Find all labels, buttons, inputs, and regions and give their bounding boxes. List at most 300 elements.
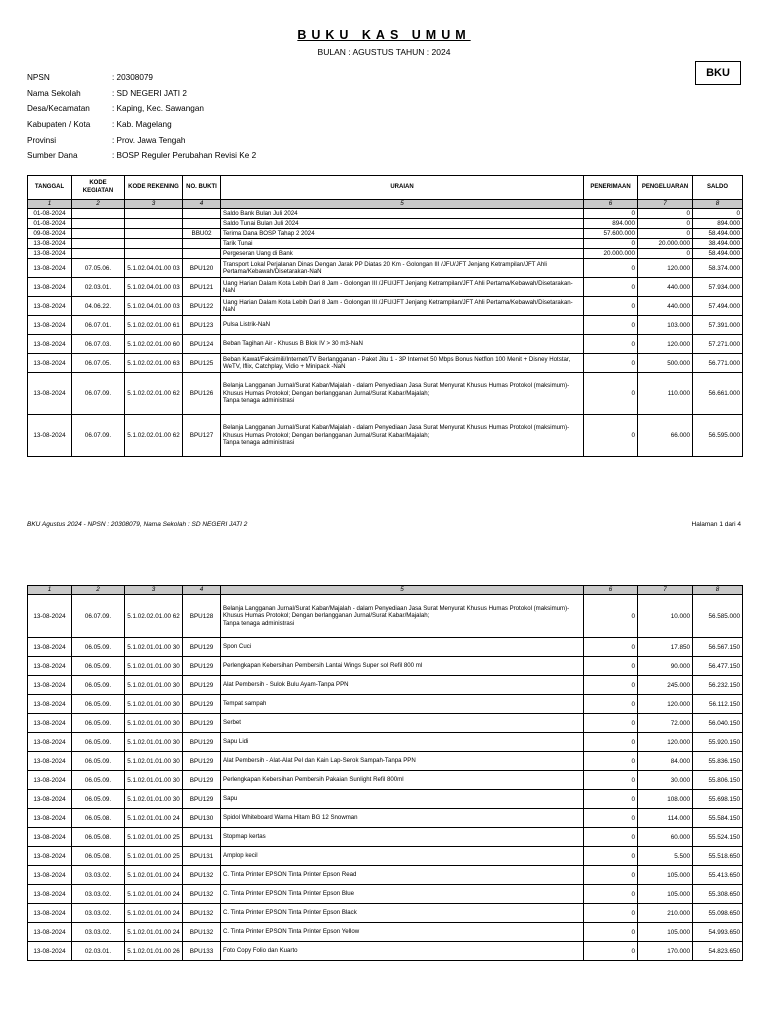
cell-uraian: Belanja Langganan Jurnal/Surat Kabar/Majalah - dalam Penyediaan Jasa Surat Menyurat Khusus Humas Protokol (maksimum)-Khusus Humas Protokol; Dengan berlangganan Jurnal/Surat Kabar/Majalah; Tanpa tenaga administrasi — [221, 373, 584, 415]
cell-pengeluaran: 84.000 — [638, 752, 693, 771]
cell-no-bukti: BPU127 — [183, 415, 221, 457]
column-number: 2 — [72, 586, 125, 595]
cell-kode-rekening: 5.1.02.01.01.00 30 — [125, 790, 183, 809]
cell-tanggal: 13-08-2024 — [28, 638, 72, 657]
table-row — [28, 866, 743, 885]
cell-saldo: 894.000 — [693, 219, 743, 229]
cell-tanggal: 13-08-2024 — [28, 249, 72, 259]
cell-kode-kegiatan: 06.07.05. — [72, 354, 125, 373]
cell-kode-rekening: 5.1.02.02.01.00 62 — [125, 373, 183, 415]
cell-uraian: Stopmap kertas — [221, 828, 584, 847]
table-row — [28, 676, 743, 695]
cell-tanggal: 13-08-2024 — [28, 278, 72, 297]
cell-tanggal: 01-08-2024 — [28, 219, 72, 229]
cell-pengeluaran: 10.000 — [638, 595, 693, 638]
cell-tanggal: 13-08-2024 — [28, 297, 72, 316]
cell-uraian: Beban Kawat/Faksimili/Internet/TV Berlangganan - Paket Jitu 1 - 3P Internet 50 Mbps Bonus Netflon 100 Menit + Disney Hotstar, WeTV, Iflix, Catchplay, Vidio + Minipack -NaN — [221, 354, 584, 373]
info-value: : BOSP Reguler Perubahan Revisi Ke 2 — [112, 151, 257, 161]
cell-kode-rekening: 5.1.02.04.01.00 03 — [125, 259, 183, 278]
school-info — [27, 70, 256, 164]
cell-penerimaan: 0 — [584, 866, 638, 885]
info-label: Kabupaten / Kota — [27, 120, 91, 130]
col-header-pengeluaran: PENGELUARAN — [638, 176, 693, 200]
table-row — [28, 278, 743, 297]
cell-no-bukti: BPU121 — [183, 278, 221, 297]
cell-saldo: 38.494.000 — [693, 239, 743, 249]
cell-saldo: 55.836.150 — [693, 752, 743, 771]
cell-penerimaan: 0 — [584, 942, 638, 961]
cell-saldo: 56.567.150 — [693, 638, 743, 657]
cell-no-bukti: BPU124 — [183, 335, 221, 354]
cell-pengeluaran: 0 — [638, 229, 693, 239]
table-row — [28, 335, 743, 354]
cell-penerimaan: 0 — [584, 297, 638, 316]
cell-penerimaan: 0 — [584, 790, 638, 809]
table-row — [28, 942, 743, 961]
cell-uraian: Amplop kecil — [221, 847, 584, 866]
cell-kode-rekening: 5.1.02.01.01.00 30 — [125, 714, 183, 733]
cell-uraian: Sapu — [221, 790, 584, 809]
cell-kode-kegiatan: 06.05.08. — [72, 847, 125, 866]
cell-penerimaan: 0 — [584, 638, 638, 657]
cell-penerimaan: 0 — [584, 752, 638, 771]
cell-uraian: Belanja Langganan Jurnal/Surat Kabar/Majalah - dalam Penyediaan Jasa Surat Menyurat Khusus Humas Protokol (maksimum)-Khusus Humas Protokol; Dengan berlangganan Jurnal/Surat Kabar/Majalah; Tanpa tenaga administrasi — [221, 415, 584, 457]
cell-saldo: 56.477.150 — [693, 657, 743, 676]
cell-tanggal: 13-08-2024 — [28, 866, 72, 885]
cell-saldo: 55.308.650 — [693, 885, 743, 904]
cell-uraian: Alat Pembersih - Alat-Alat Pel dan Kain Lap-Serok Sampah-Tanpa PPN — [221, 752, 584, 771]
info-label: NPSN — [27, 73, 50, 83]
cell-kode-rekening: 5.1.02.01.01.00 30 — [125, 771, 183, 790]
cell-saldo: 57.934.000 — [693, 278, 743, 297]
cell-pengeluaran: 120.000 — [638, 259, 693, 278]
table-row — [28, 714, 743, 733]
bku-badge: BKU — [695, 61, 741, 85]
cell-kode-rekening: 5.1.02.01.01.00 24 — [125, 809, 183, 828]
cell-pengeluaran: 440.000 — [638, 278, 693, 297]
cell-penerimaan: 0 — [584, 809, 638, 828]
info-label: Sumber Dana — [27, 151, 78, 161]
cell-kode-kegiatan: 06.05.08. — [72, 809, 125, 828]
cell-uraian: Spon Cuci — [221, 638, 584, 657]
cell-tanggal: 13-08-2024 — [28, 733, 72, 752]
cell-uraian: Beban Tagihan Air - Khusus B Blok IV > 30 m3-NaN — [221, 335, 584, 354]
cell-kode-rekening: 5.1.02.01.01.00 30 — [125, 695, 183, 714]
cell-saldo: 0 — [693, 209, 743, 219]
cell-kode-rekening: 5.1.02.01.01.00 26 — [125, 942, 183, 961]
info-label: Provinsi — [27, 135, 57, 145]
table-row — [28, 695, 743, 714]
cell-kode-rekening: 5.1.02.02.01.00 63 — [125, 354, 183, 373]
cell-no-bukti: BPU129 — [183, 752, 221, 771]
cell-kode-rekening: 5.1.02.02.01.00 62 — [125, 415, 183, 457]
cell-kode-kegiatan — [72, 239, 125, 249]
cell-pengeluaran: 114.000 — [638, 809, 693, 828]
cell-pengeluaran: 0 — [638, 219, 693, 229]
cell-no-bukti: BPU132 — [183, 885, 221, 904]
cell-kode-rekening: 5.1.02.01.01.00 24 — [125, 923, 183, 942]
column-number: 6 — [584, 200, 638, 209]
cell-tanggal: 13-08-2024 — [28, 790, 72, 809]
cell-no-bukti: BPU122 — [183, 297, 221, 316]
column-number: 8 — [693, 586, 743, 595]
cell-saldo: 56.112.150 — [693, 695, 743, 714]
table-row — [28, 828, 743, 847]
cell-penerimaan: 0 — [584, 847, 638, 866]
info-label: Nama Sekolah — [27, 88, 81, 98]
cell-tanggal: 13-08-2024 — [28, 923, 72, 942]
cell-penerimaan: 0 — [584, 657, 638, 676]
document-title: BUKU KAS UMUM — [297, 28, 471, 42]
column-number-row — [28, 586, 743, 595]
cell-penerimaan: 0 — [584, 595, 638, 638]
cell-tanggal: 13-08-2024 — [28, 771, 72, 790]
cell-pengeluaran: 0 — [638, 249, 693, 259]
cell-tanggal: 01-08-2024 — [28, 209, 72, 219]
cell-penerimaan: 0 — [584, 278, 638, 297]
cell-pengeluaran: 108.000 — [638, 790, 693, 809]
cell-kode-kegiatan: 06.07.01. — [72, 316, 125, 335]
cell-tanggal: 13-08-2024 — [28, 373, 72, 415]
cell-kode-kegiatan: 06.07.09. — [72, 415, 125, 457]
cell-saldo: 57.494.000 — [693, 297, 743, 316]
table-row — [28, 209, 743, 219]
cell-uraian: Foto Copy Folio dan Kuarto — [221, 942, 584, 961]
cell-pengeluaran: 90.000 — [638, 657, 693, 676]
cell-saldo: 56.771.000 — [693, 354, 743, 373]
cell-uraian: Saldo Bank Bulan Juli 2024 — [221, 209, 584, 219]
cell-pengeluaran: 5.500 — [638, 847, 693, 866]
cell-kode-kegiatan: 06.07.09. — [72, 373, 125, 415]
col-header-uraian: URAIAN — [221, 176, 584, 200]
cell-kode-rekening — [125, 239, 183, 249]
column-number: 7 — [638, 586, 693, 595]
cell-pengeluaran: 0 — [638, 209, 693, 219]
cell-kode-kegiatan — [72, 249, 125, 259]
page-number: Halaman 1 dari 4 — [691, 521, 741, 528]
cell-penerimaan: 0 — [584, 771, 638, 790]
cash-book-table-page-1 — [27, 175, 743, 457]
info-row — [27, 117, 256, 133]
cell-kode-rekening: 5.1.02.01.01.00 30 — [125, 676, 183, 695]
column-number: 1 — [28, 586, 72, 595]
cell-no-bukti — [183, 249, 221, 259]
table-row — [28, 657, 743, 676]
cell-uraian: Tarik Tunai — [221, 239, 584, 249]
cell-penerimaan: 894.000 — [584, 219, 638, 229]
cell-uraian: Uang Harian Dalam Kota Lebih Dari 8 Jam - Golongan III /JFU/JFT Jenjang Ketrampilan/JFT Ahli Pertama/Kebawah/Disetarakan-NaN — [221, 278, 584, 297]
table-row — [28, 847, 743, 866]
table-row — [28, 297, 743, 316]
column-number: 3 — [125, 586, 183, 595]
cell-kode-kegiatan — [72, 219, 125, 229]
table-row — [28, 638, 743, 657]
cell-no-bukti: BPU129 — [183, 771, 221, 790]
cell-no-bukti: BPU123 — [183, 316, 221, 335]
cell-no-bukti: BPU130 — [183, 809, 221, 828]
cell-saldo: 56.661.000 — [693, 373, 743, 415]
cell-penerimaan: 0 — [584, 259, 638, 278]
cell-tanggal: 13-08-2024 — [28, 847, 72, 866]
cell-no-bukti: BPU129 — [183, 657, 221, 676]
cell-penerimaan: 0 — [584, 695, 638, 714]
info-row — [27, 148, 256, 164]
cell-no-bukti: BPU129 — [183, 695, 221, 714]
cell-penerimaan: 0 — [584, 904, 638, 923]
cell-pengeluaran: 245.000 — [638, 676, 693, 695]
cell-kode-rekening: 5.1.02.01.01.00 24 — [125, 904, 183, 923]
cell-penerimaan: 0 — [584, 923, 638, 942]
cell-tanggal: 13-08-2024 — [28, 595, 72, 638]
cell-kode-kegiatan — [72, 229, 125, 239]
cell-no-bukti: BPU126 — [183, 373, 221, 415]
cell-uraian: Saldo Tunai Bulan Juli 2024 — [221, 219, 584, 229]
col-header-tanggal: TANGGAL — [28, 176, 72, 200]
cell-no-bukti — [183, 209, 221, 219]
table-row — [28, 415, 743, 457]
cell-saldo: 55.920.150 — [693, 733, 743, 752]
cell-uraian: Pergeseran Uang di Bank — [221, 249, 584, 259]
cell-pengeluaran: 66.000 — [638, 415, 693, 457]
cell-kode-rekening: 5.1.02.01.01.00 30 — [125, 752, 183, 771]
cell-no-bukti: BPU131 — [183, 847, 221, 866]
cell-pengeluaran: 120.000 — [638, 733, 693, 752]
cell-penerimaan: 20.000.000 — [584, 249, 638, 259]
table-row — [28, 249, 743, 259]
cell-tanggal: 13-08-2024 — [28, 415, 72, 457]
info-value: : Kaping, Kec. Sawangan — [112, 104, 204, 114]
cell-uraian: C. Tinta Printer EPSON Tinta Printer Epson Blue — [221, 885, 584, 904]
cell-kode-rekening — [125, 219, 183, 229]
cell-kode-kegiatan: 06.05.09. — [72, 695, 125, 714]
cell-no-bukti — [183, 239, 221, 249]
cell-uraian: C. Tinta Printer EPSON Tinta Printer Epson Black — [221, 904, 584, 923]
cell-pengeluaran: 105.000 — [638, 866, 693, 885]
table-row — [28, 239, 743, 249]
column-number-row — [28, 200, 743, 209]
cell-no-bukti: BPU129 — [183, 733, 221, 752]
cell-saldo: 54.823.650 — [693, 942, 743, 961]
cell-pengeluaran: 170.000 — [638, 942, 693, 961]
cell-kode-kegiatan: 03.03.02. — [72, 866, 125, 885]
cell-kode-kegiatan: 06.05.09. — [72, 733, 125, 752]
cell-kode-rekening: 5.1.02.01.01.00 30 — [125, 733, 183, 752]
info-value: : 20308079 — [112, 73, 153, 83]
cell-no-bukti: BPU131 — [183, 828, 221, 847]
info-value: : SD NEGERI JATI 2 — [112, 88, 187, 98]
cell-pengeluaran: 17.850 — [638, 638, 693, 657]
cell-saldo: 56.585.000 — [693, 595, 743, 638]
cell-penerimaan: 0 — [584, 239, 638, 249]
col-header-kode-rekening: KODE REKENING — [125, 176, 183, 200]
cell-uraian: C. Tinta Printer EPSON Tinta Printer Epson Yellow — [221, 923, 584, 942]
cell-no-bukti: BPU132 — [183, 904, 221, 923]
cell-kode-rekening: 5.1.02.02.01.00 61 — [125, 316, 183, 335]
cell-kode-rekening: 5.1.02.02.01.00 62 — [125, 595, 183, 638]
cell-pengeluaran: 105.000 — [638, 923, 693, 942]
column-number: 6 — [584, 586, 638, 595]
cell-tanggal: 13-08-2024 — [28, 695, 72, 714]
cell-pengeluaran: 210.000 — [638, 904, 693, 923]
cell-penerimaan: 57.600.000 — [584, 229, 638, 239]
cell-tanggal: 13-08-2024 — [28, 714, 72, 733]
table-row — [28, 809, 743, 828]
cell-kode-kegiatan: 06.05.09. — [72, 790, 125, 809]
cell-no-bukti: BPU128 — [183, 595, 221, 638]
cell-saldo: 55.806.150 — [693, 771, 743, 790]
col-header-kode-kegiatan: KODE KEGIATAN — [72, 176, 125, 200]
cell-pengeluaran: 20.000.000 — [638, 239, 693, 249]
cell-pengeluaran: 105.000 — [638, 885, 693, 904]
column-number: 1 — [28, 200, 72, 209]
cell-kode-rekening: 5.1.02.01.01.00 24 — [125, 885, 183, 904]
cell-saldo: 58.494.000 — [693, 229, 743, 239]
cell-kode-rekening: 5.1.02.02.01.00 60 — [125, 335, 183, 354]
cell-kode-kegiatan: 06.05.09. — [72, 657, 125, 676]
cell-kode-rekening — [125, 249, 183, 259]
cell-penerimaan: 0 — [584, 733, 638, 752]
cell-kode-rekening: 5.1.02.01.01.00 30 — [125, 657, 183, 676]
cell-penerimaan: 0 — [584, 676, 638, 695]
table-row — [28, 904, 743, 923]
cell-tanggal: 09-08-2024 — [28, 229, 72, 239]
table-row — [28, 733, 743, 752]
column-number: 4 — [183, 200, 221, 209]
cell-tanggal: 13-08-2024 — [28, 657, 72, 676]
cell-tanggal: 13-08-2024 — [28, 942, 72, 961]
cell-saldo: 55.584.150 — [693, 809, 743, 828]
cell-saldo: 58.374.000 — [693, 259, 743, 278]
col-header-saldo: SALDO — [693, 176, 743, 200]
cell-saldo: 55.524.150 — [693, 828, 743, 847]
cell-no-bukti: BPU129 — [183, 714, 221, 733]
cell-uraian: Belanja Langganan Jurnal/Surat Kabar/Majalah - dalam Penyediaan Jasa Surat Menyurat Khusus Humas Protokol (maksimum)-Khusus Humas Protokol; Dengan berlangganan Jurnal/Surat Kabar/Majalah; Tanpa tenaga administrasi — [221, 595, 584, 638]
cell-saldo: 55.413.650 — [693, 866, 743, 885]
cell-tanggal: 13-08-2024 — [28, 335, 72, 354]
cell-kode-rekening: 5.1.02.01.01.00 25 — [125, 847, 183, 866]
cell-uraian: Tempat sampah — [221, 695, 584, 714]
cell-kode-kegiatan: 04.06.22. — [72, 297, 125, 316]
cell-tanggal: 13-08-2024 — [28, 828, 72, 847]
cell-saldo: 56.232.150 — [693, 676, 743, 695]
cell-tanggal: 13-08-2024 — [28, 239, 72, 249]
cell-no-bukti: BPU132 — [183, 923, 221, 942]
cell-pengeluaran: 120.000 — [638, 335, 693, 354]
cell-uraian: Perlengkapan Kebersihan Pembersih Pakaian Sunlight Refil 800ml — [221, 771, 584, 790]
cell-tanggal: 13-08-2024 — [28, 809, 72, 828]
table-row — [28, 885, 743, 904]
cell-kode-kegiatan — [72, 209, 125, 219]
table-row — [28, 373, 743, 415]
cell-no-bukti: BPU129 — [183, 676, 221, 695]
cell-penerimaan: 0 — [584, 885, 638, 904]
cell-pengeluaran: 72.000 — [638, 714, 693, 733]
table-row — [28, 354, 743, 373]
cell-uraian: Serbet — [221, 714, 584, 733]
cell-uraian: Uang Harian Dalam Kota Lebih Dari 8 Jam - Golongan III /JFU/JFT Jenjang Ketrampilan/JFT Ahli Pertama/Kebawah/Disetarakan-NaN — [221, 297, 584, 316]
cell-no-bukti: BPU133 — [183, 942, 221, 961]
cell-penerimaan: 0 — [584, 354, 638, 373]
table-row — [28, 771, 743, 790]
cell-tanggal: 13-08-2024 — [28, 752, 72, 771]
cell-no-bukti: BBU02 — [183, 229, 221, 239]
table-row — [28, 595, 743, 638]
cell-uraian: Sapu Lidi — [221, 733, 584, 752]
table-row — [28, 752, 743, 771]
cell-uraian: Terima Dana BOSP Tahap 2 2024 — [221, 229, 584, 239]
info-row — [27, 132, 256, 148]
cell-kode-rekening: 5.1.02.04.01.00 03 — [125, 278, 183, 297]
cell-tanggal: 13-08-2024 — [28, 676, 72, 695]
cell-no-bukti: BPU132 — [183, 866, 221, 885]
cell-saldo: 57.391.000 — [693, 316, 743, 335]
column-header-row — [28, 176, 743, 200]
column-number: 2 — [72, 200, 125, 209]
document-period: BULAN : AGUSTUS TAHUN : 2024 — [317, 47, 451, 57]
cell-kode-kegiatan: 03.03.02. — [72, 923, 125, 942]
cell-no-bukti: BPU129 — [183, 790, 221, 809]
column-number: 5 — [221, 200, 584, 209]
cell-saldo: 55.098.650 — [693, 904, 743, 923]
cell-tanggal: 13-08-2024 — [28, 259, 72, 278]
cell-kode-rekening: 5.1.02.01.01.00 30 — [125, 638, 183, 657]
table-body-page-2 — [28, 595, 743, 961]
table-row — [28, 259, 743, 278]
cell-no-bukti: BPU129 — [183, 638, 221, 657]
cell-pengeluaran: 110.000 — [638, 373, 693, 415]
col-header-penerimaan: PENERIMAAN — [584, 176, 638, 200]
cell-tanggal: 13-08-2024 — [28, 885, 72, 904]
cell-kode-kegiatan: 06.05.09. — [72, 714, 125, 733]
cell-no-bukti: BPU120 — [183, 259, 221, 278]
cell-kode-kegiatan: 02.03.01. — [72, 278, 125, 297]
cell-kode-kegiatan: 03.03.02. — [72, 885, 125, 904]
cell-penerimaan: 0 — [584, 415, 638, 457]
cell-saldo: 56.040.150 — [693, 714, 743, 733]
cell-uraian: Pulsa Listrik-NaN — [221, 316, 584, 335]
cell-pengeluaran: 103.000 — [638, 316, 693, 335]
cell-kode-kegiatan: 06.05.09. — [72, 638, 125, 657]
cell-uraian: C. Tinta Printer EPSON Tinta Printer Epson Read — [221, 866, 584, 885]
cell-saldo: 56.595.000 — [693, 415, 743, 457]
info-value: : Kab. Magelang — [112, 120, 172, 130]
cell-penerimaan: 0 — [584, 714, 638, 733]
cell-pengeluaran: 440.000 — [638, 297, 693, 316]
cell-pengeluaran: 30.000 — [638, 771, 693, 790]
cell-no-bukti — [183, 219, 221, 229]
column-number: 7 — [638, 200, 693, 209]
cell-penerimaan: 0 — [584, 209, 638, 219]
cell-kode-rekening — [125, 229, 183, 239]
cell-kode-kegiatan: 06.05.08. — [72, 828, 125, 847]
info-label: Desa/Kecamatan — [27, 104, 90, 114]
table-row — [28, 219, 743, 229]
cell-penerimaan: 0 — [584, 316, 638, 335]
column-number: 5 — [221, 586, 584, 595]
column-number: 8 — [693, 200, 743, 209]
cell-uraian: Spidol Whiteboard Warna Hitam BG 12 Snowman — [221, 809, 584, 828]
cell-tanggal: 13-08-2024 — [28, 316, 72, 335]
table-row — [28, 923, 743, 942]
page-footer-info: BKU Agustus 2024 - NPSN : 20308079, Nama Sekolah : SD NEGERI JATI 2 — [27, 521, 248, 528]
col-header-no-bukti: NO. BUKTI — [183, 176, 221, 200]
cell-uraian: Transport Lokal Perjalanan Dinas Dengan Jarak PP Diatas 20 Km - Golongan III /JFU/JFT Jenjang Ketrampilan/JFT Ahli Pertama/Kebawah/Disetarakan-NaN — [221, 259, 584, 278]
cell-kode-rekening — [125, 209, 183, 219]
table-row — [28, 316, 743, 335]
cell-tanggal: 13-08-2024 — [28, 354, 72, 373]
column-number: 4 — [183, 586, 221, 595]
cell-tanggal: 13-08-2024 — [28, 904, 72, 923]
